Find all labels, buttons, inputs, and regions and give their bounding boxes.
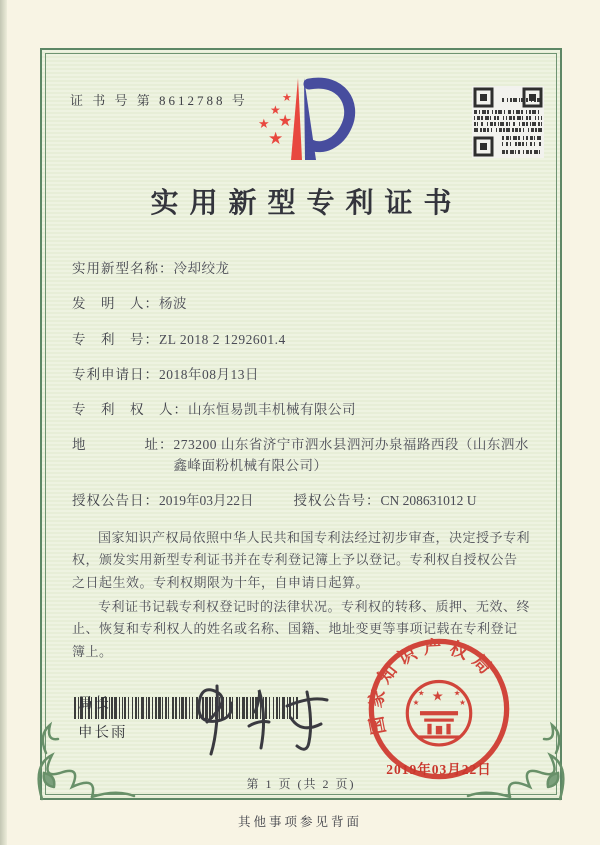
certificate-page [40,48,562,800]
field-label: 发 明 人： [72,296,159,312]
field-value: 2018年08月13日 [159,366,259,382]
field-label: 授权公告日： [72,492,159,508]
director-label: 局长 [78,696,111,712]
field-label: 专 利 权 人： [72,402,188,417]
field-value: 山东恒易凯丰机械有限公司 [188,402,356,417]
field-value: 273200 山东省济宁市泗水县泗河办泉福路西段（山东泗水鑫峰面粉机械有限公司） [173,437,529,473]
field-label: 实用新型名称： [72,261,174,276]
certificate-fields [72,259,530,511]
director-name: 申长雨 [78,725,128,741]
field-value: 杨波 [159,296,187,312]
cnipa-patent-logo-icon [242,68,360,173]
svg-text:★: ★ [453,688,461,698]
svg-text:★: ★ [278,113,293,130]
footer-note: 其他事项参见背面 [237,815,362,829]
legal-paragraph-1: 国家知识产权局依照中华人民共和国专利法经过初步审查，决定授予专利权，颁发实用新型专利证书并在专利登记簿上予以登记。专利权自授权公告之日起生效。专利权期限为十年，自申请日起算。 [72,530,531,590]
svg-text:★: ★ [268,129,284,148]
certificate-title: 实用新型专利证书 [150,188,463,219]
seal-date: 2019年03月22日 [386,762,492,777]
svg-text:★: ★ [431,688,444,704]
certificate-number: 证 书 号 第 8612788 号 [70,93,248,108]
field-label: 专利申请日： [72,366,159,382]
field-value: 2019年03月22日 [159,492,254,508]
svg-text:★: ★ [258,116,270,131]
page-number: 第 1 页 (共 2 页) [246,777,356,791]
field-label: 专 利 号： [72,331,159,347]
national-emblem-icon [407,682,470,745]
svg-text:★: ★ [282,92,292,104]
svg-text:★: ★ [459,697,466,707]
handwritten-signature [183,682,343,765]
field-address [72,435,530,476]
qr-code [472,86,544,163]
svg-text:★: ★ [417,688,425,698]
field-grant-row [72,491,530,511]
field-utility-model-name [72,259,530,279]
field-label: 授权公告号： [293,492,381,508]
corner-flourish-icon [28,695,138,810]
field-application-date [72,365,530,385]
official-seal [364,635,514,778]
field-patentee [72,400,530,420]
svg-text:★: ★ [270,103,281,117]
field-patent-number [72,330,530,350]
field-value: 冷却绞龙 [173,261,230,276]
field-inventor [72,294,530,314]
svg-text:★: ★ [412,697,420,707]
grant-publication-number [294,491,477,511]
svg-text:国家知识产权局: 国家知识产权局 [365,636,501,737]
field-value: CN 208631012 U [380,492,477,508]
grant-date [72,491,254,511]
field-label: 地 址： [72,437,174,453]
legal-paragraph-2: 专利证书记载专利权登记时的法律状况。专利权的转移、质押、无效、终止、恢复和专利权人的姓名或名称、国籍、地址变更等事项记载在专利登记簿上。 [72,599,531,659]
field-value: ZL 2018 2 1292601.4 [159,331,286,347]
